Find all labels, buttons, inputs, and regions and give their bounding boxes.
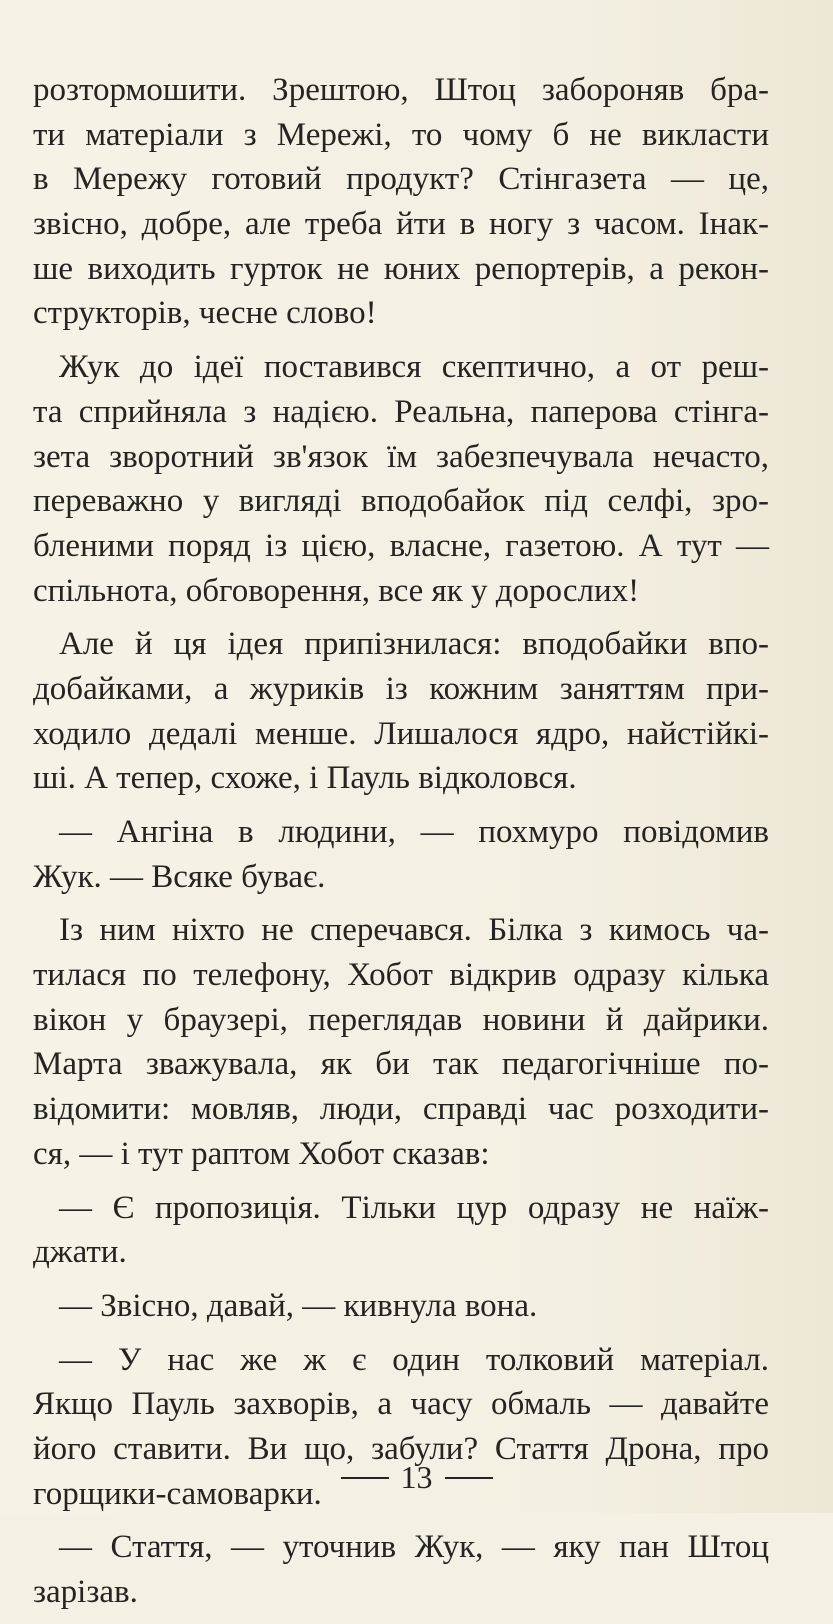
text-line: — Ангіна в людини, — похмуро повідомив	[59, 814, 769, 850]
page-body-text	[33, 68, 769, 1624]
text-line: тилася по телефону, Хобот відкрив одразу кілька	[33, 957, 769, 994]
paragraph	[33, 68, 769, 336]
text-line: — Є пропозиція. Тільки цур одразу не наїж-	[59, 1189, 769, 1226]
text-line: Марта зважувала, як би так педагогічніше по-	[33, 1046, 769, 1083]
text-line: Із ним ніхто не сперечався. Білка з кимось ча-	[59, 912, 769, 949]
text-line: розтормошити. Зрештою, Штоц забороняв бра-	[33, 72, 769, 108]
paragraph	[33, 1186, 769, 1275]
text-line: та сприйняла з надією. Реальна, паперова стінга-	[33, 393, 769, 430]
text-line: структорів, чесне слово!	[33, 295, 377, 332]
text-line: Але й ця ідея припізнилася: вподобайки впо-	[59, 626, 769, 663]
paragraph	[33, 810, 769, 899]
text-line: ти матеріали з Мережі, то чому б не викласти	[33, 116, 769, 153]
text-line: вікон у браузері, переглядав новини й дайрики.	[33, 1001, 769, 1038]
paragraph	[33, 1525, 769, 1614]
footer-dash-right	[445, 1477, 493, 1479]
text-line: його ставити. Ви що, забули? Стаття Дрона, про	[33, 1430, 769, 1467]
paragraph	[33, 908, 769, 1176]
paragraph	[33, 345, 769, 613]
text-line: джати.	[33, 1234, 127, 1271]
footer-dash-left	[341, 1477, 389, 1479]
text-line: ся, — і тут раптом Хобот сказав:	[33, 1135, 490, 1172]
text-line: добайками, а журиків із кожним заняттям при-	[33, 670, 769, 707]
text-line: відомити: мовляв, люди, справді час розходити-	[33, 1091, 769, 1128]
paragraph	[33, 1284, 769, 1329]
text-line: звісно, добре, але треба йти в ногу з часом. Інак-	[33, 206, 769, 243]
text-line: — Звісно, давай, — кивнула вона.	[59, 1287, 538, 1324]
text-line: Жук до ідеї поставився скептично, а от реш-	[59, 349, 769, 386]
text-line: спільнота, обговорення, все як у дорослих!	[33, 572, 640, 609]
text-line: зарізав.	[33, 1574, 138, 1610]
text-line: ходило дедалі менше. Лишалося ядро, найстійкі-	[33, 715, 769, 752]
text-line: Жук. — Всяке буває.	[33, 858, 326, 895]
text-line: ше виходить гурток не юних репортерів, а рекон-	[33, 250, 769, 287]
text-line: горщики-самоварки.	[33, 1475, 322, 1512]
page-number: 13	[400, 1458, 433, 1495]
paragraph	[33, 622, 769, 801]
text-line: Якщо Пауль захворів, а часу обмаль — давайте	[33, 1386, 769, 1423]
text-line: — У нас же ж є один толковий матеріал.	[59, 1341, 769, 1378]
text-line: переважно у вигляді вподобайок під селфі, зро-	[33, 483, 769, 520]
text-line: — Стаття, — уточнив Жук, — яку пан Штоц	[59, 1529, 769, 1566]
text-line: в Мережу готовий продукт? Стінгазета — це,	[33, 161, 769, 198]
page-footer	[0, 1455, 833, 1499]
text-line: ші. А тепер, схоже, і Пауль відколовся.	[33, 760, 577, 797]
text-line: бленими поряд із цією, власне, газетою. А тут —	[33, 527, 769, 564]
text-line: зета зворотний зв'язок їм забезпечувала нечасто,	[33, 438, 769, 475]
